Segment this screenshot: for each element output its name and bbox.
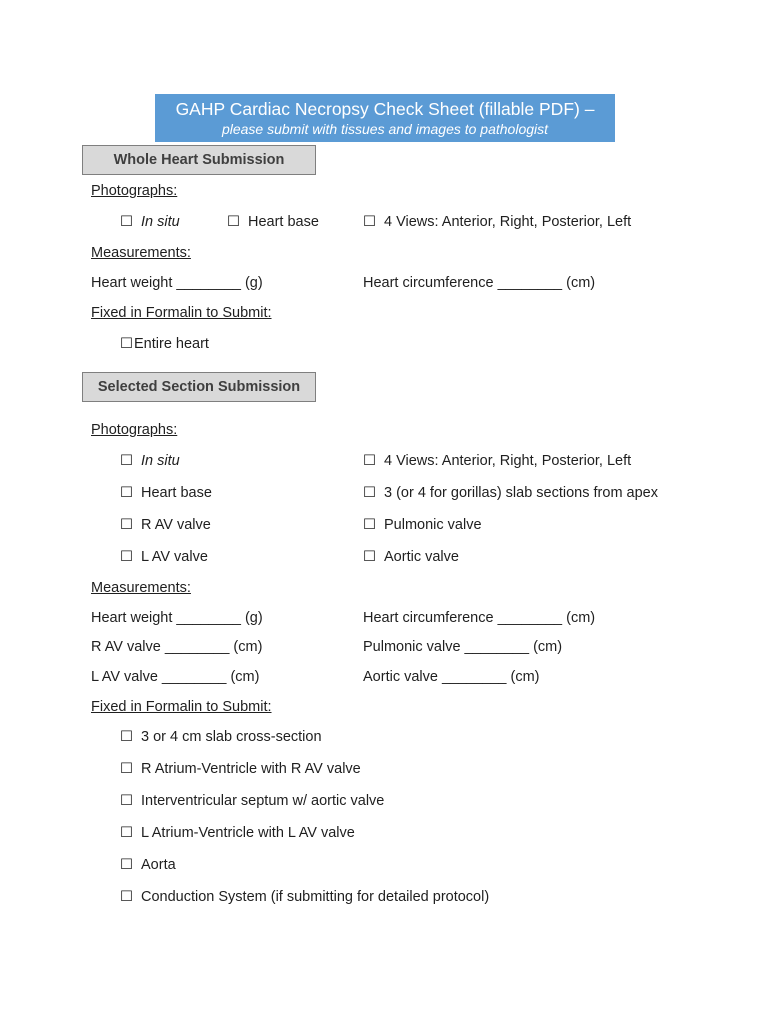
selected-photo-r-av-valve-label: R AV valve bbox=[141, 517, 211, 533]
fixed-item[interactable] bbox=[120, 729, 322, 745]
checkbox-icon[interactable]: ☐ bbox=[120, 761, 133, 777]
checkbox-icon[interactable]: ☐ bbox=[120, 889, 133, 905]
whole-photo-heart-base[interactable] bbox=[227, 214, 319, 230]
whole-heart-weight-field[interactable]: Heart weight ________ (g) bbox=[91, 275, 263, 291]
selected-photo-four-views[interactable] bbox=[363, 453, 631, 469]
checkbox-icon[interactable]: ☐ bbox=[363, 517, 376, 533]
selected-measurements-label: Measurements: bbox=[91, 580, 191, 596]
whole-photo-in-situ[interactable] bbox=[120, 214, 180, 230]
checkbox-icon[interactable]: ☐ bbox=[363, 214, 376, 230]
form-header bbox=[155, 94, 615, 142]
selected-photo-aortic-valve-label: Aortic valve bbox=[384, 549, 459, 565]
whole-photo-four-views[interactable] bbox=[363, 214, 631, 230]
checkbox-icon[interactable]: ☐ bbox=[120, 857, 133, 873]
selected-heart-weight-field[interactable]: Heart weight ________ (g) bbox=[91, 610, 263, 626]
selected-heart-circumference-field[interactable]: Heart circumference ________ (cm) bbox=[363, 610, 596, 626]
section-heading-whole-heart: Whole Heart Submission bbox=[82, 145, 316, 175]
selected-photo-slab-sections-label: 3 (or 4 for gorillas) slab sections from apex bbox=[384, 485, 658, 501]
fixed-item[interactable] bbox=[120, 857, 176, 873]
fixed-item[interactable] bbox=[120, 889, 489, 905]
checkbox-icon[interactable]: ☐ bbox=[120, 825, 133, 841]
fixed-item-label: Aorta bbox=[141, 857, 176, 873]
selected-photo-r-av-valve[interactable] bbox=[120, 517, 211, 533]
checkbox-icon[interactable]: ☐ bbox=[120, 517, 133, 533]
checkbox-icon[interactable]: ☐ bbox=[120, 214, 133, 230]
selected-photo-heart-base[interactable] bbox=[120, 485, 212, 501]
fixed-item-label: Conduction System (if submitting for detailed protocol) bbox=[141, 889, 490, 905]
fixed-item-label: R Atrium-Ventricle with R AV valve bbox=[141, 761, 361, 777]
checkbox-icon[interactable]: ☐ bbox=[120, 485, 133, 501]
form-title: GAHP Cardiac Necropsy Check Sheet (fillable PDF) – bbox=[175, 99, 595, 119]
whole-photo-heart-base-label: Heart base bbox=[248, 214, 319, 230]
fixed-item[interactable] bbox=[120, 793, 384, 809]
whole-measurements-label: Measurements: bbox=[91, 245, 191, 261]
selected-l-av-valve-field[interactable]: L AV valve ________ (cm) bbox=[91, 669, 260, 685]
form-subtitle: please submit with tissues and images to pathologist bbox=[221, 121, 549, 137]
selected-photo-pulmonic-valve-label: Pulmonic valve bbox=[384, 517, 482, 533]
selected-fixed-label: Fixed in Formalin to Submit: bbox=[91, 699, 272, 715]
checkbox-icon[interactable]: ☐ bbox=[363, 549, 376, 565]
selected-photo-l-av-valve[interactable] bbox=[120, 549, 208, 565]
section-heading-selected-section: Selected Section Submission bbox=[82, 372, 316, 402]
checkbox-icon[interactable]: ☐ bbox=[120, 453, 133, 469]
selected-r-av-valve-field[interactable]: R AV valve ________ (cm) bbox=[91, 639, 263, 655]
selected-photo-l-av-valve-label: L AV valve bbox=[141, 549, 208, 565]
selected-aortic-valve-field[interactable]: Aortic valve ________ (cm) bbox=[363, 669, 540, 685]
selected-photo-in-situ-label: In situ bbox=[141, 453, 180, 469]
checkbox-icon[interactable]: ☐ bbox=[363, 453, 376, 469]
whole-entire-heart-label: Entire heart bbox=[134, 336, 209, 352]
selected-photographs-label: Photographs: bbox=[91, 422, 178, 438]
whole-heart-circumference-field[interactable]: Heart circumference ________ (cm) bbox=[363, 275, 596, 291]
checkbox-icon[interactable]: ☐ bbox=[120, 793, 133, 809]
checkbox-icon[interactable]: ☐ bbox=[227, 214, 240, 230]
selected-photo-slab-sections[interactable] bbox=[363, 485, 658, 501]
selected-photo-pulmonic-valve[interactable] bbox=[363, 517, 482, 533]
selected-photo-aortic-valve[interactable] bbox=[363, 549, 459, 565]
whole-photo-four-views-label: 4 Views: Anterior, Right, Posterior, Left bbox=[384, 214, 632, 230]
fixed-item[interactable] bbox=[120, 825, 355, 841]
fixed-item-label: Interventricular septum w/ aortic valve bbox=[141, 793, 385, 809]
fixed-item-label: L Atrium-Ventricle with L AV valve bbox=[141, 825, 355, 841]
checkbox-icon[interactable]: ☐ bbox=[363, 485, 376, 501]
whole-entire-heart[interactable] bbox=[120, 336, 209, 352]
selected-photo-in-situ[interactable] bbox=[120, 453, 180, 469]
selected-photo-four-views-label: 4 Views: Anterior, Right, Posterior, Left bbox=[384, 453, 632, 469]
selected-photo-heart-base-label: Heart base bbox=[141, 485, 212, 501]
whole-photographs-label: Photographs: bbox=[91, 183, 178, 199]
whole-fixed-label: Fixed in Formalin to Submit: bbox=[91, 305, 272, 321]
whole-photo-in-situ-label: In situ bbox=[141, 214, 180, 230]
checkbox-icon[interactable]: ☐ bbox=[120, 336, 133, 352]
checkbox-icon[interactable]: ☐ bbox=[120, 729, 133, 745]
fixed-item[interactable] bbox=[120, 761, 361, 777]
selected-pulmonic-valve-field[interactable]: Pulmonic valve ________ (cm) bbox=[363, 639, 563, 655]
fixed-item-label: 3 or 4 cm slab cross-section bbox=[141, 729, 322, 745]
checkbox-icon[interactable]: ☐ bbox=[120, 549, 133, 565]
